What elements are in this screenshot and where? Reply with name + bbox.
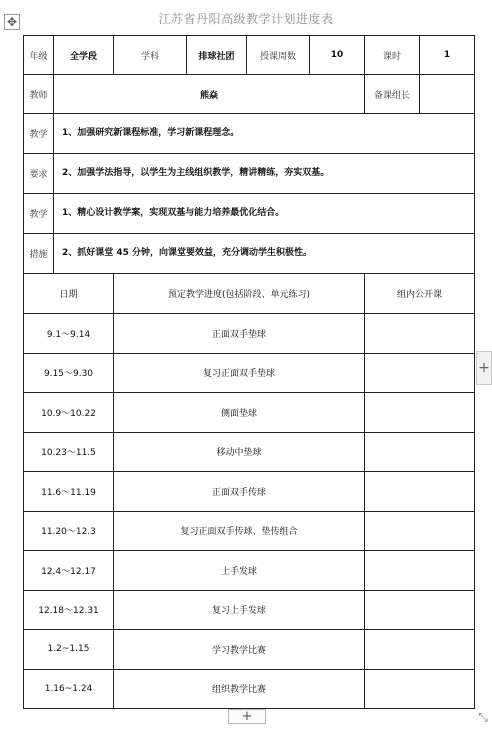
schedule-date[interactable]: 12.4～12.17	[24, 551, 114, 591]
teaching-plan-table	[23, 35, 475, 709]
table-row	[24, 314, 475, 354]
schedule-date[interactable]: 11.20～12.3	[24, 511, 114, 551]
schedule-date[interactable]: 9.15～9.30	[24, 353, 114, 393]
hours-value[interactable]: 1	[420, 36, 475, 75]
weeks-label: 授课周数	[247, 36, 310, 75]
hours-label: 课时	[365, 36, 420, 75]
requirements-item-2[interactable]: 2、加强学法指导，以学生为主线组织教学，精讲精练，夯实双基。	[54, 154, 475, 194]
table-resize-handle-icon[interactable]: ⤡	[478, 709, 488, 724]
schedule-date[interactable]: 12.18～12.31	[24, 590, 114, 630]
teacher-row	[24, 75, 475, 114]
schedule-date[interactable]: 9.1～9.14	[24, 314, 114, 354]
grade-label: 年级	[24, 36, 54, 75]
table-row	[24, 551, 475, 591]
measures-label-1: 教学	[24, 194, 54, 234]
schedule-content[interactable]: 复习上手发球	[114, 590, 365, 630]
schedule-content[interactable]: 移动中垫球	[114, 432, 365, 472]
schedule-date[interactable]: 11.6～11.19	[24, 472, 114, 512]
date-column-header: 日期	[24, 274, 114, 314]
schedule-content[interactable]: 复习正面双手垫球	[114, 353, 365, 393]
schedule-date[interactable]: 10.9～10.22	[24, 393, 114, 433]
schedule-open-class[interactable]	[365, 511, 475, 551]
requirements-item-1[interactable]: 1、加强研究新课程标准，学习新课程理念。	[54, 114, 475, 154]
requirements-row-1	[24, 114, 475, 154]
requirements-label-2: 要求	[24, 154, 54, 194]
progress-column-header: 预定教学进度(包括阶段、单元练习)	[114, 274, 365, 314]
schedule-open-class[interactable]	[365, 472, 475, 512]
table-row	[24, 432, 475, 472]
table-row	[24, 590, 475, 630]
measures-item-2[interactable]: 2、抓好课堂 45 分钟，向课堂要效益，充分调动学生积极性。	[54, 234, 475, 274]
leader-value[interactable]	[420, 75, 475, 114]
table-row	[24, 630, 475, 670]
add-row-icon[interactable]: +	[228, 709, 266, 724]
subject-label: 学科	[114, 36, 187, 75]
measures-item-1[interactable]: 1、精心设计教学案，实现双基与能力培养最优化结合。	[54, 194, 475, 234]
teacher-value[interactable]: 熊焱	[54, 75, 365, 114]
table-row	[24, 393, 475, 433]
leader-label: 备课组长	[365, 75, 420, 114]
measures-row-2	[24, 234, 475, 274]
subject-value[interactable]: 排球社团	[187, 36, 247, 75]
open-class-column-header: 组内公开课	[365, 274, 475, 314]
schedule-content[interactable]: 上手发球	[114, 551, 365, 591]
schedule-open-class[interactable]	[365, 669, 475, 709]
table-row	[24, 669, 475, 709]
schedule-open-class[interactable]	[365, 551, 475, 591]
header-row	[24, 36, 475, 75]
schedule-date[interactable]: 10.23～11.5	[24, 432, 114, 472]
schedule-open-class[interactable]	[365, 393, 475, 433]
teacher-label: 教师	[24, 75, 54, 114]
schedule-date[interactable]: 1.16~1.24	[24, 669, 114, 709]
page-title: 江苏省丹阳高级教学计划进度表	[158, 12, 334, 26]
schedule-header-row	[24, 274, 475, 314]
table-row	[24, 472, 475, 512]
requirements-row-2	[24, 154, 475, 194]
requirements-label-1: 教学	[24, 114, 54, 154]
table-row	[24, 353, 475, 393]
schedule-content[interactable]: 侧面垫球	[114, 393, 365, 433]
grade-value[interactable]: 全学段	[54, 36, 114, 75]
weeks-value[interactable]: 10	[310, 36, 365, 75]
schedule-open-class[interactable]	[365, 630, 475, 670]
measures-row-1	[24, 194, 475, 234]
schedule-open-class[interactable]	[365, 314, 475, 354]
table-row	[24, 511, 475, 551]
schedule-content[interactable]: 正面双手传球	[114, 472, 365, 512]
schedule-content[interactable]: 学习教学比赛	[114, 630, 365, 670]
schedule-open-class[interactable]	[365, 590, 475, 630]
schedule-content[interactable]: 组织教学比赛	[114, 669, 365, 709]
schedule-content[interactable]: 复习正面双手传球、垫传组合	[114, 511, 365, 551]
schedule-date[interactable]: 1.2~1.15	[24, 630, 114, 670]
schedule-content[interactable]: 正面双手垫球	[114, 314, 365, 354]
add-column-icon[interactable]: +	[476, 351, 492, 385]
measures-label-2: 措施	[24, 234, 54, 274]
schedule-open-class[interactable]	[365, 353, 475, 393]
table-move-handle-icon[interactable]: ✥	[4, 14, 20, 30]
schedule-open-class[interactable]	[365, 432, 475, 472]
